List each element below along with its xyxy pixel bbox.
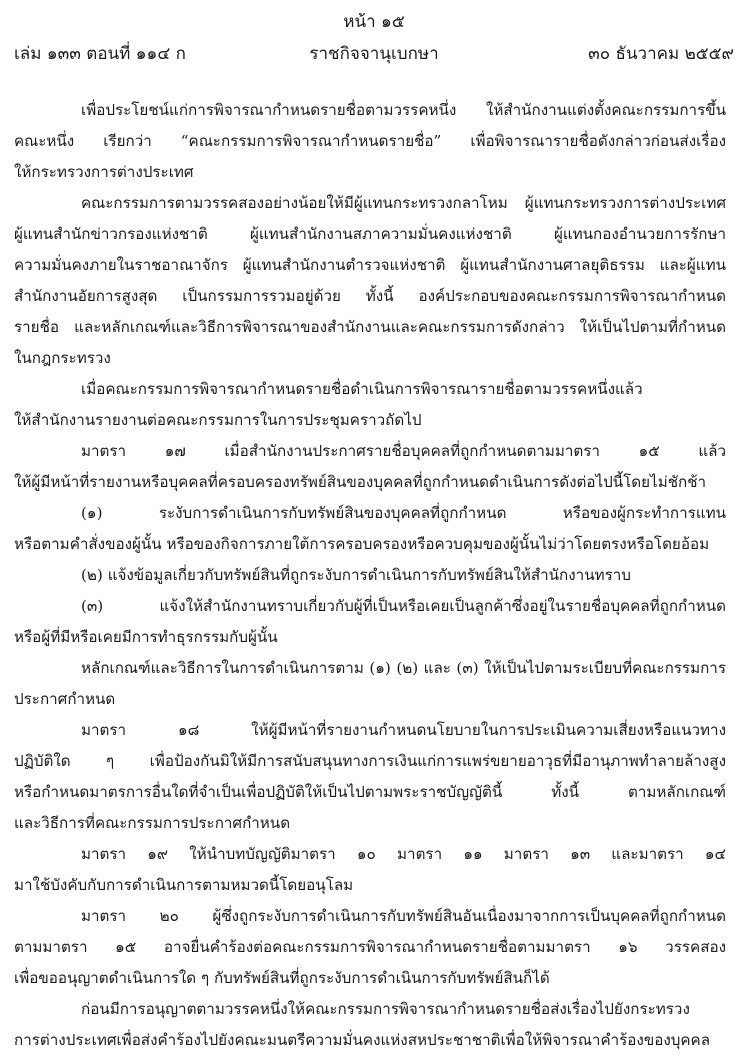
paragraph [14,715,726,839]
page-number: หน้า ๑๕ [343,12,405,32]
text-line: ตามมาตรา ๑๕ อาจยื่นคำร้องต่อคณะกรรมการพิจารณากำหนดรายชื่อตามมาตรา ๑๖ วรรคสอง [14,938,726,956]
text-line: (๑) ระงับการดำเนินการกับทรัพย์สินของบุคคลที่ถูกกำหนด หรือของผู้กระทำการแทน [81,504,726,522]
paragraph [14,95,726,188]
paragraph [14,188,726,374]
text-line: คณะหนึ่ง เรียกว่า “คณะกรรมการพิจารณากำหนดรายชื่อ” เพื่อพิจารณารายชื่อดังกล่าวก่อนส่งเรื่อง [14,132,726,150]
volume-issue: เล่ม ๑๓๓ ตอนที่ ๑๑๔ ก [14,44,186,64]
text-line: หรือผู้ที่มีหรือเคยมีการทำธุรกรรมกับผู้นั้น [14,628,278,646]
text-line: สำนักงานอัยการสูงสุด เป็นกรรมการรวมอยู่ด้วย ทั้งนี้ องค์ประกอบของคณะกรรมการพิจารณากำหนด [14,287,726,305]
paragraph [14,591,726,653]
text-line: มาตรา ๑๙ ให้นำบทบัญญัติมาตรา ๑๐ มาตรา ๑๑ มาตรา ๑๓ และมาตรา ๑๔ [81,845,726,863]
paragraph [14,839,726,901]
text-line: ปฏิบัติใด ๆ เพื่อป้องกันมิให้มีการสนับสนุนทางการเงินแก่การแพร่ขยายอาวุธที่มีอานุภาพทำลายล้างสูง [14,752,726,770]
text-line: มาตรา ๒๐ ผู้ซึ่งถูกระงับการดำเนินการกับทรัพย์สินอันเนื่องมาจากการเป็นบุคคลที่ถูกกำหนด [81,907,726,925]
text-line: คณะกรรมการตามวรรคสองอย่างน้อยให้มีผู้แทนกระทรวงกลาโหม ผู้แทนกระทรวงการต่างประเทศ [81,194,726,212]
text-line: มาตรา ๑๘ ให้ผู้มีหน้าที่รายงานกำหนดนโยบายในการประเมินความเสี่ยงหรือแนวทาง [81,721,726,739]
text-line: ผู้แทนสำนักข่าวกรองแห่งชาติ ผู้แทนสำนักงานสภาความมั่นคงแห่งชาติ ผู้แทนกองอำนวยการรักษา [14,225,726,243]
text-line: หรือกำหนดมาตรการอื่นใดที่จำเป็นเพื่อปฏิบัติให้เป็นไปตามพระราชบัญญัตินี้ ทั้งนี้ ตามหลักเกณฑ์ [14,783,726,801]
text-line: เพื่อประโยชน์แก่การพิจารณากำหนดรายชื่อตามวรรคหนึ่ง ให้สำนักงานแต่งตั้งคณะกรรมการขึ้น [81,101,726,119]
text-line: เมื่อคณะกรรมการพิจารณากำหนดรายชื่อดำเนินการพิจารณารายชื่อตามวรรคหนึ่งแล้ว [81,380,643,398]
paragraph [14,374,726,436]
paragraph [14,436,726,498]
text-line: ให้กระทรวงการต่างประเทศ [14,163,194,181]
paragraph [14,498,726,560]
text-line: รายชื่อ และหลักเกณฑ์และวิธีการพิจารณาของสำนักงานและคณะกรรมการดังกล่าว ให้เป็นไปตามที่กำหนด [14,318,726,336]
text-line: (๒) แจ้งข้อมูลเกี่ยวกับทรัพย์สินที่ถูกระงับการดำเนินการกับทรัพย์สินให้สำนักงานทราบ [81,566,631,584]
paragraph [14,653,726,715]
text-line: การต่างประเทศเพื่อส่งคำร้องไปยังคณะมนตรีความมั่นคงแห่งสหประชาชาติเพื่อให้พิจารณาคำร้องของบุคคล [14,1031,711,1049]
paragraph [14,901,726,994]
text-line: และวิธีการที่คณะกรรมการประกาศกำหนด [14,814,291,832]
document-body [14,95,726,1056]
paragraph [14,560,726,591]
text-line: มาตรา ๑๗ เมื่อสำนักงานประกาศรายชื่อบุคคลที่ถูกกำหนดตามมาตรา ๑๕ แล้ว [81,442,726,460]
text-line: ให้สำนักงานรายงานต่อคณะกรรมการในการประชุมคราวถัดไป [14,411,422,429]
text-line: หรือตามคำสั่งของผู้นั้น หรือของกิจการภายใต้การครอบครองหรือควบคุมของผู้นั้นไม่ว่าโดยตรงหรือโดยอ้อม [14,535,710,553]
paragraph [14,994,726,1056]
text-line: ให้ผู้มีหน้าที่รายงานหรือบุคคลที่ครอบครองทรัพย์สินของบุคคลที่ถูกกำหนดดำเนินการดังต่อไปนี้โดยไม่ชักช้า [14,473,707,491]
text-line: มาใช้บังคับกับการดำเนินการตามหมวดนี้โดยอนุโลม [14,876,354,894]
text-line: ความมั่นคงภายในราชอาณาจักร ผู้แทนสำนักงานตำรวจแห่งชาติ ผู้แทนสำนักงานศาลยุติธรรม และผู้แทน [14,256,726,274]
text-line: ประกาศกำหนด [14,690,116,708]
text-line: ก่อนมีการอนุญาตตามวรรคหนึ่งให้คณะกรรมการพิจารณากำหนดรายชื่อส่งเรื่องไปยังกระทรวง [81,1000,690,1018]
publication-date: ๓๐ ธันวาคม ๒๕๕๙ [588,44,734,64]
text-line: ในกฎกระทรวง [14,349,111,367]
text-line: หลักเกณฑ์และวิธีการในการดำเนินการตาม (๑) (๒) และ (๓) ให้เป็นไปตามระเบียบที่คณะกรรมการ [81,659,726,677]
text-line: เพื่อขออนุญาตดำเนินการใด ๆ กับทรัพย์สินที่ถูกระงับการดำเนินการกับทรัพย์สินก็ได้ [14,969,550,987]
gazette-title: ราชกิจจานุเบกษา [309,44,439,64]
text-line: (๓) แจ้งให้สำนักงานทราบเกี่ยวกับผู้ที่เป็นหรือเคยเป็นลูกค้าซึ่งอยู่ในรายชื่อบุคคลที่ถูกกำหนด [81,597,726,615]
